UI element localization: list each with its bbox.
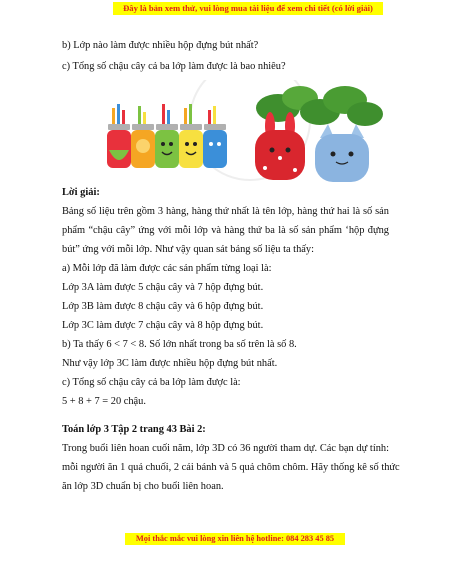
next-problem-line-3: ăn lớp 3D chuẩn bị cho buổi liên hoan. bbox=[62, 481, 224, 492]
pencil-jar-green-icon bbox=[155, 124, 179, 168]
solution-title: Lời giải: bbox=[62, 187, 100, 198]
answer-b: b) Ta thấy 6 < 7 < 8. Số lớn nhất trong ba số trên là số 8. bbox=[62, 339, 297, 350]
class-3a-result: Lớp 3A làm được 5 chậu cây và 7 hộp đựng bút. bbox=[62, 282, 264, 293]
class-3b-result: Lớp 3B làm được 8 chậu cây và 6 hộp đựng bút. bbox=[62, 301, 264, 312]
pencil-jar-blue-icon bbox=[203, 124, 227, 168]
plant-leaves-icon bbox=[256, 86, 383, 126]
answer-c-calculation: 5 + 8 + 7 = 20 chậu. bbox=[62, 396, 146, 407]
question-c: c) Tổng số chậu cây cả ba lớp làm được là bao nhiêu? bbox=[62, 61, 286, 72]
solution-paragraph-line-2: phẩm “chậu cây” ứng với mỗi lớp và hàng thứ ba là số sản phẩm ‘hộp đựng bbox=[62, 225, 389, 236]
next-problem-line-2: mỗi người ăn 1 quả chuối, 2 cái bánh và 5 quả chôm chôm. Hãy thống kê số thức bbox=[62, 462, 400, 473]
crafts-illustration bbox=[100, 80, 400, 200]
preview-notice-banner: Đây là bản xem thử, vui lòng mua tài liệu để xem chi tiết (có lời giải) bbox=[113, 2, 383, 15]
answer-b-conclusion: Như vậy lớp 3C làm được nhiều hộp đựng bút nhất. bbox=[62, 358, 278, 369]
pencil-jar-red-icon bbox=[107, 124, 131, 168]
solution-paragraph-line-1: Bảng số liệu trên gồm 3 hàng, hàng thứ nhất là tên lớp, hàng thứ hai là số sản bbox=[62, 206, 389, 217]
next-problem-line-1: Trong buổi liên hoan cuối năm, lớp 3D có 36 người tham dự. Các bạn dự tính: bbox=[62, 443, 389, 454]
pencil-jar-orange-icon bbox=[131, 124, 155, 168]
class-3c-result: Lớp 3C làm được 7 chậu cây và 8 hộp đựng bút. bbox=[62, 320, 264, 331]
solution-paragraph-line-3: bút” ứng với mỗi lớp. Như vậy quan sát bảng số liệu ta thấy: bbox=[62, 244, 314, 255]
question-b: b) Lớp nào làm được nhiều hộp đựng bút nhất? bbox=[62, 40, 259, 51]
pencil-jar-yellow-icon bbox=[179, 124, 203, 168]
answer-c-intro: c) Tổng số chậu cây cả ba lớp làm được là: bbox=[62, 377, 241, 388]
rabbit-planter-icon bbox=[255, 112, 305, 180]
next-problem-title: Toán lớp 3 Tập 2 trang 43 Bài 2: bbox=[62, 424, 206, 435]
hotline-footer: Mọi thắc mắc vui lòng xin liên hệ hotline: 084 283 45 85 bbox=[125, 533, 345, 545]
answer-a-intro: a) Mỗi lớp đã làm được các sản phẩm từng loại là: bbox=[62, 263, 272, 274]
cat-planter-icon bbox=[315, 124, 369, 182]
